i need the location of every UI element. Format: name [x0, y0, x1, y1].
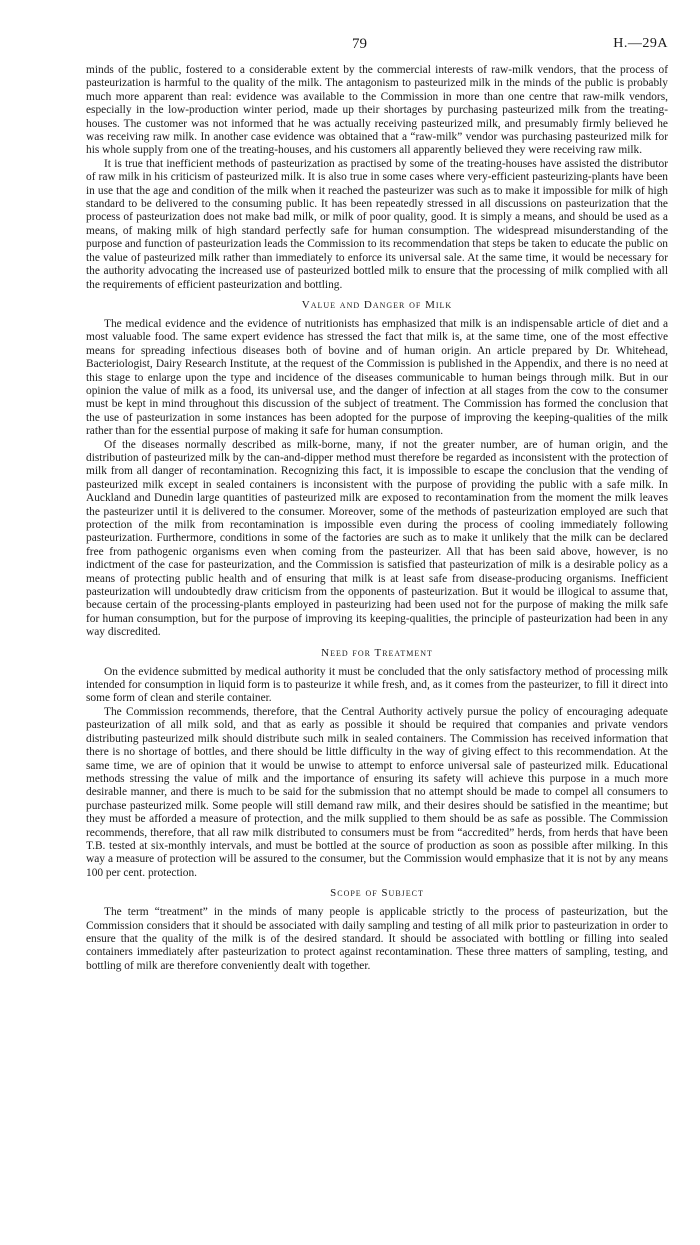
- section-value-and-danger: [86, 299, 668, 640]
- section-intro: [86, 64, 668, 292]
- page-number: 79: [352, 36, 367, 52]
- page-header: [86, 36, 668, 64]
- paragraph: The Commission recommends, therefore, that the Central Authority actively pursue the policy of encouraging adequate pasteurization of all milk sold, and that as early as possible it should be required that companies and private vendors distributing pasteurized milk should distribute such milk in sealed containers. The Commission has received information that there is no shortage of bottles, and there should be little difficulty in the way of giving effect to this recommendation. At the same time, we are of opinion that it would be unwise to attempt to enforce universal sale of pasteurized milk. Educational methods stressing the value of milk and the importance of ensuring its safety will achieve this purpose in a much more desirable manner, and there is much to be said for the submission that no attempt should be made to compel all consumers to purchase pasteurized milk. Some people will still demand raw milk, and their desires should be satisfied in the meantime; but they must be afforded a measure of protection, and the milk supplied to them should be as safe as possible. The Commission recommends, therefore, that all raw milk distributed to consumers must be from “accredited” herds, from herds that have been T.B. tested at six-monthly intervals, and must be bottled at the source of production as soon as possible after milking. In this way a measure of protection will be assured to the consumer, but the Commission would emphasize that it is not by any means 100 per cent. protection.: [86, 705, 668, 879]
- section-heading: Scope of Subject: [330, 887, 424, 900]
- paragraph: Of the diseases normally described as milk-borne, many, if not the greater number, are of human origin, and the distribution of pasteurized milk by the can-and-dipper method must therefore be regarded as inconsistent with the protection of milk from all danger of recontamination. Recognizing this fact, it is impossible to escape the conclusion that the vending of pasteurized milk except in sealed containers is inconsistent with the purpose of providing the public with a safe milk. In Auckland and Dunedin large quantities of pasteurized milk are exposed to recontamination from the moment the milk leaves the pasteurizer until it is delivered to the consumer. Moreover, some of the methods of pasteurization employed are such that protection of the milk from recontamination is impossible even during the process of cooling immediately following pasteurization. Furthermore, conditions in some of the factories are such as to make it unlikely that the milk can be declared free from pathogenic organisms even when coming from the pasteurizer. All that has been said above, however, is no indictment of the case for pasteurization, and the Commission is satisfied that pasteurization of milk is a desirable policy as a means of protecting public health and of ensuring that milk is at least safe from disease-producing organisms. Inefficient pasteurization will undoubtedly draw criticism from the opponents of pasteurization. But it would be illogical to assume that, because certain of the processing-plants employed in pasteurizing had been used not for the purpose of making the milk safe for human consumption, but for the purpose of improving its keeping-qualities, the principle of pasteurization had been in any way discredited.: [86, 438, 668, 639]
- document-reference: H.—29A: [613, 36, 668, 51]
- paragraph: The medical evidence and the evidence of nutritionists has emphasized that milk is an indispensable article of diet and a most valuable food. The same expert evidence has stressed the fact that milk is, at the same time, one of the most effective means for spreading infectious diseases both of bovine and of human origin. An article prepared by Dr. Whitehead, Bacteriologist, Dairy Research Institute, at the request of the Commission is published in the Appendix, and there is no need at this stage to enlarge upon the type and incidence of the diseases communicable to human beings through milk. But in our opinion the value of milk as a food, its universal use, and the danger of infection at all stages from the cow to the consumer must be kept in mind throughout this discussion of the subject of treatment. The Commission has formed the conclusion that the use of pasteurization in some instances has been adopted for the purpose of improving the keeping-qualities of the milk rather than for the essential purpose of making it safe for human consumption.: [86, 317, 668, 438]
- paragraph: It is true that inefficient methods of pasteurization as practised by some of the treating-houses have assisted the distributor of raw milk in his criticism of pasteurized milk. It is also true in some cases where very-efficient pasteurizing-plants have been in use that the age and condition of the milk when it reached the pasteurizer was such as to make it impossible for milk of high standard to be delivered to the consuming public. It has been repeatedly stressed in all discussions on pasteurization that the process of pasteurization does not make bad milk, or milk of poor quality, good. It is simply a means, and should be used as a means, of making milk of high standard perfectly safe for human consumption. The widespread misunderstanding of the purpose and function of pasteurization leads the Commission to its recommendation that steps be taken to educate the public on the value of pasteurized milk rather than immediately to enforce its universal sale. At the same time, it would be necessary for the authority advocating the increased use of pasteurized bottled milk to ensure that the processing of milk complied with all the requirements of efficient pasteurization and bottling.: [86, 157, 668, 291]
- paragraph: The term “treatment” in the minds of many people is applicable strictly to the process of pasteurization, but the Commission considers that it should be associated with daily sampling and testing of all milk prior to pasteurization in order to ensure that the quality of the milk is of the desired standard. It should be associated with bottling or filling into sealed containers immediately after pasteurization to protect against recontamination. These three matters of sampling, testing, and bottling of milk are therefore conveniently dealt with together.: [86, 906, 668, 972]
- section-scope-of-subject: [86, 887, 668, 973]
- paragraph: minds of the public, fostered to a considerable extent by the commercial interests of raw-milk vendors, that the process of pasteurization is harmful to the quality of the milk. The antagonism to pasteurized milk in the minds of the public is probably much more apparent than real: evidence was available to the Commission in more than one centre that raw-milk vendors, especially in the low-production winter period, made up their shortages by purchasing pasteurized milk from the treating-houses. The customer was not informed that he was actually receiving pasteurized milk, and presumably firmly believed he was receiving raw milk. In another case evidence was obtained that a “raw-milk” vendor was purchasing pasteurized milk for his whole supply from one of the treating-houses, and his customers all apparently believed they were receiving raw milk.: [86, 64, 668, 157]
- section-heading: Need for Treatment: [321, 646, 433, 659]
- section-heading: Value and Danger of Milk: [301, 298, 453, 311]
- paragraph: On the evidence submitted by medical authority it must be concluded that the only satisfactory method of processing milk intended for consumption in liquid form is to pasteurize it while fresh, and, as it comes from the pasteurizer, to fill it direct into some form of clean and sterile container.: [86, 665, 668, 705]
- section-need-for-treatment: [86, 647, 668, 881]
